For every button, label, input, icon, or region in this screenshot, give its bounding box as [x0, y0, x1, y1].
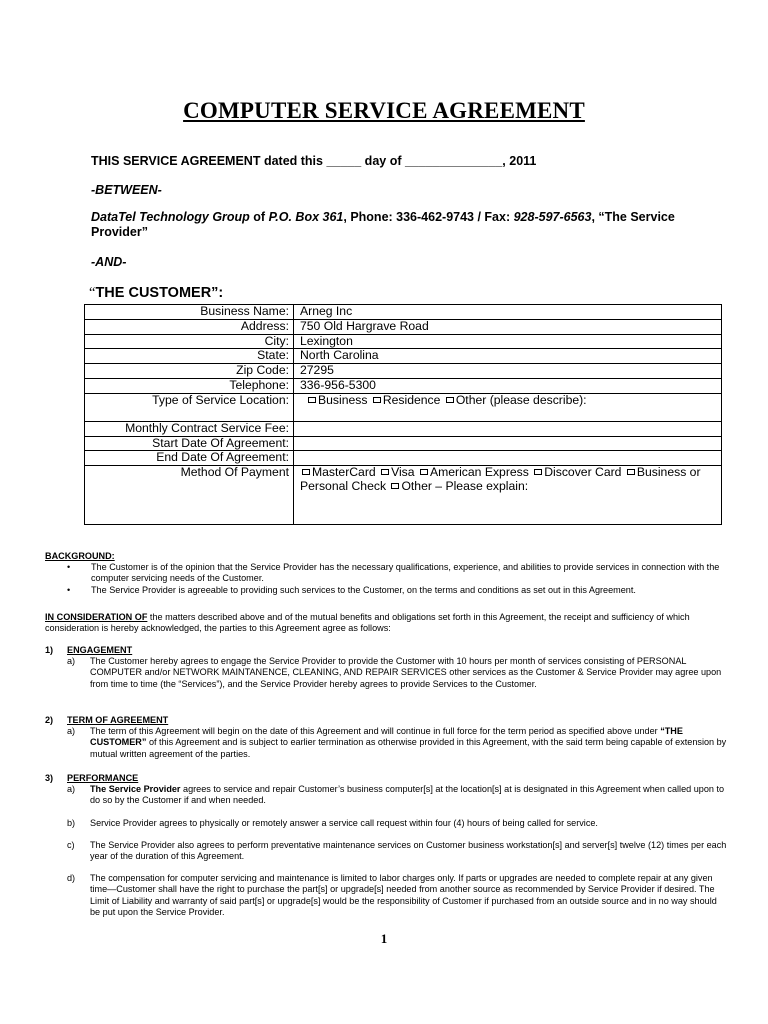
- option-other-payment: Other – Please explain:: [401, 478, 529, 493]
- start-date-label: Start Date Of Agreement:: [85, 436, 294, 451]
- option-discover: Discover Card: [544, 465, 622, 480]
- item-letter: a): [67, 656, 76, 667]
- table-row: [85, 421, 722, 436]
- customer-heading-quote: “: [89, 285, 96, 301]
- checkbox-icon[interactable]: [420, 469, 428, 475]
- section-engagement: [45, 645, 728, 690]
- item-letter: d): [67, 873, 76, 884]
- telephone-value: 336-956-5300: [294, 378, 722, 393]
- background-bullet-2: The Service Provider is agreeable to providing such services to the Customer, on the terms and conditions as set out in this Agreement.: [91, 584, 636, 595]
- option-other: Other (please describe):: [455, 392, 587, 407]
- checkbox-icon[interactable]: [446, 397, 454, 403]
- checkbox-icon[interactable]: [534, 469, 542, 475]
- state-label: State:: [85, 349, 294, 364]
- checkbox-icon[interactable]: [373, 397, 381, 403]
- zip-label: Zip Code:: [85, 364, 294, 379]
- provider-paragraph: [91, 210, 691, 240]
- zip-value: 27295: [294, 364, 722, 379]
- table-row: [85, 451, 722, 466]
- performance-a-text: agrees to service and repair Customer’s business computer[s] at the location[s] at is designated in this Agreement when called upon to do so by the Customer if and when needed.: [90, 784, 725, 806]
- performance-a-bold: The Service Provider: [90, 784, 181, 795]
- provider-of: of: [249, 210, 269, 224]
- page-number: 1: [380, 931, 388, 946]
- list-item: [67, 562, 728, 584]
- list-item: [45, 784, 728, 806]
- table-row: [85, 349, 722, 364]
- background-bullet-1: The Customer is of the opinion that the Service Provider has the necessary qualifications, experience, and abilities to provide services in connection with the computer servicing needs of the Customer.: [91, 562, 720, 584]
- telephone-label: Telephone:: [85, 378, 294, 393]
- section-term: [45, 715, 728, 760]
- city-label: City:: [85, 334, 294, 349]
- section-number: 2): [45, 715, 54, 725]
- provider-pobox: P.O. Box 361: [268, 210, 344, 224]
- between-label: -BETWEEN-: [91, 183, 162, 197]
- background-section: [45, 551, 728, 596]
- checkbox-icon[interactable]: [391, 483, 399, 489]
- section-heading: [45, 645, 728, 656]
- address-label: Address:: [85, 319, 294, 334]
- section-performance: [45, 773, 728, 918]
- end-date-value[interactable]: [294, 451, 722, 466]
- business-name-label: Business Name:: [85, 305, 294, 320]
- provider-fax: 928-597-6563: [513, 210, 592, 224]
- city-value: Lexington: [294, 334, 722, 349]
- section-heading: [45, 773, 728, 784]
- performance-d-text: The compensation for computer servicing and maintenance is limited to labor charges only. If parts or upgrades are needed to complete repair at any given time—Customer shall have the right to purchase the part[s] or upgrade[s] needed from another source as recommended by Service Provider if desired. The Limit of Liability and warranty of said part[s] or upgrade[s] would be the responsibility of Customer if purchased from an outside source and in no way should be put upon the Service Provider.: [90, 873, 717, 917]
- item-letter: b): [67, 817, 76, 828]
- checkbox-icon[interactable]: [627, 469, 635, 475]
- option-residence: Residence: [382, 392, 441, 407]
- section-number: 3): [45, 773, 54, 783]
- end-date-label: End Date Of Agreement:: [85, 451, 294, 466]
- list-item: [45, 656, 728, 690]
- list-item: [45, 726, 728, 760]
- table-row: [85, 305, 722, 320]
- bullet-icon: •: [67, 562, 71, 573]
- option-business: Business: [318, 392, 368, 407]
- document-title: COMPUTER SERVICE AGREEMENT: [183, 98, 585, 123]
- fee-label: Monthly Contract Service Fee:: [85, 421, 294, 436]
- consideration-paragraph: [45, 612, 728, 634]
- provider-phone: , Phone: 336-462-9743 / Fax:: [343, 210, 514, 224]
- term-text-1: The term of this Agreement will begin on the date of this Agreement and will continue in full force for the term period as specified above under: [90, 726, 661, 737]
- list-item: [45, 873, 728, 918]
- section-title: ENGAGEMENT: [67, 645, 133, 655]
- performance-b-text: Service Provider agrees to physically or remotely answer a service call request within four (4) hours of being called for service.: [90, 817, 598, 828]
- term-text-2: of this Agreement and is subject to earlier termination as otherwise provided in this Agreement, with the said term being capable of extension by mutual written agreement of the parties.: [90, 737, 727, 759]
- item-letter: c): [67, 839, 75, 850]
- list-item: [45, 818, 728, 829]
- background-list: [45, 562, 728, 596]
- option-visa: Visa: [391, 465, 415, 480]
- business-name-value: Arneg Inc: [294, 305, 722, 320]
- table-row: [85, 436, 722, 451]
- customer-heading-text: THE CUSTOMER”:: [95, 285, 224, 301]
- service-location-options: [294, 393, 722, 421]
- table-row: [85, 319, 722, 334]
- provider-name: DataTel Technology Group: [91, 210, 250, 224]
- list-item: [45, 840, 728, 862]
- payment-label: Method Of Payment: [85, 466, 294, 525]
- performance-c-text: The Service Provider also agrees to perform preventative maintenance services on Customer business workstation[s] and server[s] twelve (12) times per each year of the duration of this Agreement.: [90, 839, 727, 862]
- section-number: 1): [45, 645, 54, 655]
- checkbox-icon[interactable]: [381, 469, 389, 475]
- item-letter: a): [67, 726, 76, 737]
- consideration-text: the matters described above and of the mutual benefits and obligations set forth in this Agreement, the receipt and sufficiency of which consideration is hereby acknowledged, the parties to this Agreement agree as follows:: [45, 612, 690, 634]
- option-amex: American Express: [429, 465, 529, 480]
- table-row: [85, 393, 722, 421]
- customer-heading: [89, 285, 223, 302]
- table-row: [85, 364, 722, 379]
- provider-suffix: , “The Service Provider”: [91, 210, 675, 239]
- start-date-value[interactable]: [294, 436, 722, 451]
- fee-value[interactable]: [294, 421, 722, 436]
- state-value: North Carolina: [294, 349, 722, 364]
- table-row: [85, 466, 722, 525]
- service-location-label: Type of Service Location:: [85, 393, 294, 421]
- consideration-lead: IN CONSIDERATION OF: [45, 612, 148, 622]
- item-letter: a): [67, 784, 76, 795]
- section-title: PERFORMANCE: [67, 773, 139, 783]
- customer-info-table: [84, 304, 722, 525]
- address-value: 750 Old Hargrave Road: [294, 319, 722, 334]
- payment-options: [294, 466, 722, 525]
- section-title: TERM OF AGREEMENT: [67, 715, 169, 725]
- checkbox-icon[interactable]: [302, 469, 310, 475]
- engagement-text: The Customer hereby agrees to engage the Service Provider to provide the Customer with 10 hours per month of services consisting of PERSONAL COMPUTER and/or NETWORK MAINTANENCE, CLEANING, AND REPAIR SERVICES other services as the Customer & Service Provider may agree upon from time to time (the “Services”), and the Service Provider hereby agrees to provide Services to the Customer.: [90, 656, 722, 689]
- bullet-icon: •: [67, 584, 71, 595]
- option-check: Business or Personal Check: [300, 465, 701, 493]
- and-label: -AND-: [91, 255, 127, 269]
- dated-line: THIS SERVICE AGREEMENT dated this _____ day of ______________, 2011: [91, 154, 537, 168]
- option-mastercard: MasterCard: [312, 465, 376, 480]
- term-text-customer: “THE CUSTOMER”: [90, 726, 683, 748]
- checkbox-icon[interactable]: [308, 397, 316, 403]
- section-heading: [45, 715, 728, 726]
- table-row: [85, 378, 722, 393]
- background-heading: BACKGROUND:: [45, 551, 115, 561]
- list-item: [67, 584, 728, 596]
- table-row: [85, 334, 722, 349]
